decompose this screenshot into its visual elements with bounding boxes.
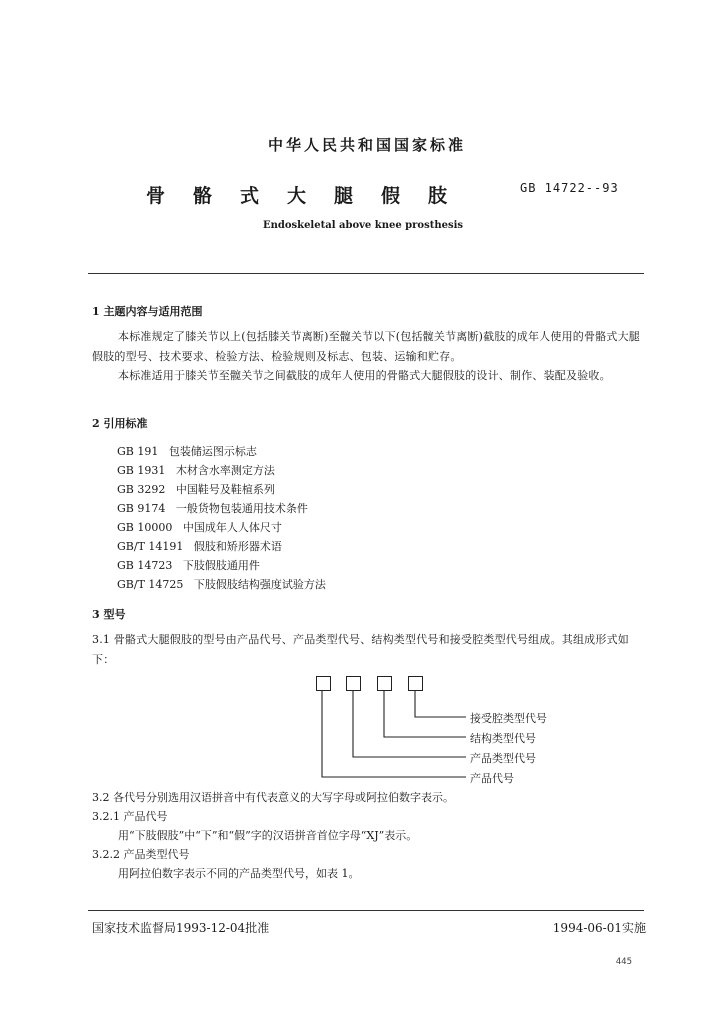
section-3-2-2-heading: 3.2.2 产品类型代号 — [92, 848, 190, 861]
reference-code: GB 191 — [117, 445, 159, 458]
section-3-heading: 3 型号 — [92, 608, 126, 621]
diagram-label-socket-type: 接受腔类型代号 — [470, 712, 547, 725]
reference-title: 木材含水率测定方法 — [175, 464, 275, 477]
section-1-heading: 1 主题内容与适用范围 — [92, 305, 203, 318]
section-3-2-1-heading: 3.2.1 产品代号 — [92, 810, 168, 823]
section-3-1-para: 3.1 骨骼式大腿假肢的型号由产品代号、产品类型代号、结构类型代号和接受腔类型代号组成。其组成形式如下： — [92, 633, 629, 666]
reference-code: GB 3292 — [117, 483, 166, 496]
reference-title: 假肢和矫形器术语 — [193, 540, 282, 553]
effective-date: 1994-06-01实施 — [552, 921, 646, 935]
section-3-2-1-para: 用“下肢假肢”中“下”和“假”字的汉语拼音首位字母“XJ”表示。 — [118, 829, 418, 842]
section-1-para-1: 本标准规定了膝关节以上(包括膝关节离断)至髋关节以下(包括髋关节离断)截肢的成年人使用的骨骼式大腿假肢的型号、技术要求、检验方法、检验规则及标志、包装、运输和贮存。 — [92, 330, 640, 363]
reference-title: 中国鞋号及鞋楦系列 — [175, 483, 275, 496]
diagram-label-product-type: 产品类型代号 — [470, 752, 536, 765]
reference-code: GB 10000 — [117, 521, 173, 534]
reference-code: GB 14723 — [117, 559, 173, 572]
reference-code: GB 1931 — [117, 464, 166, 477]
section-3-2-para: 3.2 各代号分别选用汉语拼音中有代表意义的大写字母或阿拉伯数字表示。 — [92, 791, 454, 804]
page-number: 445 — [615, 957, 632, 967]
reference-code: GB 9174 — [117, 502, 166, 515]
section-3-2-2-para: 用阿拉伯数字表示不同的产品类型代号，如表 1。 — [118, 867, 360, 880]
reference-title: 包装储运图示标志 — [168, 445, 257, 458]
reference-title: 中国成年人人体尺寸 — [182, 521, 282, 534]
section-1-para-2: 本标准适用于膝关节至髋关节之间截肢的成年人使用的骨骼式大腿假肢的设计、制作、装配及验收。 — [118, 369, 611, 382]
diagram-label-structure-type: 结构类型代号 — [470, 732, 536, 745]
org-title: 中华人民共和国国家标准 — [267, 136, 466, 154]
reference-code: GB/T 14725 — [117, 578, 184, 591]
reference-title: 一般货物包装通用技术条件 — [175, 502, 308, 515]
reference-title: 下肢假肢通用件 — [182, 559, 260, 572]
approval-note: 国家技术监督局1993-12-04批准 — [92, 921, 270, 935]
document-title: 骨骼式大腿假肢 — [146, 185, 476, 207]
reference-code: GB/T 14191 — [117, 540, 184, 553]
bottom-rule — [88, 910, 644, 911]
english-title: Endoskeletal above knee prosthesis — [262, 220, 464, 231]
standard-number: GB 14722--93 — [520, 181, 619, 195]
reference-title: 下肢假肢结构强度试验方法 — [193, 578, 326, 591]
diagram-label-product-code: 产品代号 — [470, 772, 514, 785]
section-2-heading: 2 引用标准 — [92, 417, 148, 430]
